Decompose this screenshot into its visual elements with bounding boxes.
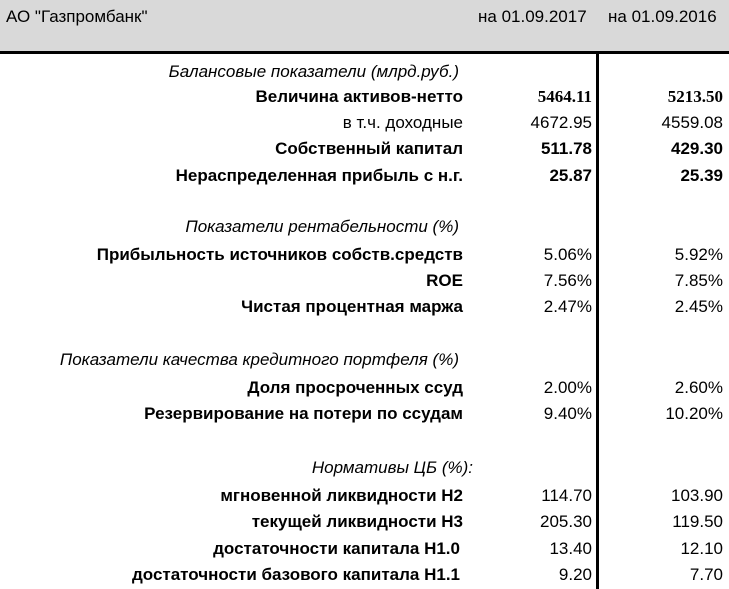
table-row-n1-0 (0, 536, 729, 562)
section-profitability (0, 214, 729, 240)
value-2016: 103.90 (671, 486, 723, 505)
value-2017: 25.87 (549, 166, 592, 185)
section-title: Балансовые показатели (млрд.руб.) (168, 62, 459, 81)
value-2016: 119.50 (672, 512, 723, 531)
value-2016: 10.20% (665, 404, 723, 423)
row-label: достаточности базового капитала Н1.1 (132, 565, 460, 584)
value-2016: 4559.08 (661, 113, 723, 132)
value-2017: 9.40% (543, 404, 592, 423)
value-2017: 7.56% (543, 271, 592, 290)
value-2016: 12.10 (680, 539, 723, 558)
value-2016: 429.30 (671, 139, 723, 158)
value-2017: 205.30 (540, 512, 592, 531)
date-column-2017: на 01.09.2017 (478, 7, 587, 26)
value-2017: 511.78 (540, 139, 592, 158)
table-row-roe (0, 268, 729, 294)
value-2017: 5.06% (543, 245, 592, 264)
value-2016: 2.60% (674, 378, 723, 397)
table-row-return-on-funds (0, 242, 729, 268)
row-label: Резервирование на потери по ссудам (144, 404, 463, 423)
value-2016: 2.45% (674, 297, 723, 316)
value-2016: 5.92% (674, 245, 723, 264)
section-title: Показатели рентабельности (%) (185, 217, 459, 236)
value-2016: 5213.50 (667, 87, 723, 106)
row-label: Нераспределенная прибыль с н.г. (175, 166, 463, 185)
value-2017: 9.20 (558, 565, 592, 584)
row-label: Прибыльность источников собств.средств (96, 245, 463, 264)
table-row-net-interest-margin (0, 294, 729, 320)
table-row-equity (0, 136, 729, 162)
value-2017: 114.70 (541, 486, 592, 505)
row-label: ROE (426, 271, 463, 290)
table-row-assets (0, 84, 729, 110)
value-2017: 5464.11 (537, 87, 592, 106)
value-2016: 25.39 (680, 166, 723, 185)
table-row-earning-assets (0, 110, 729, 136)
value-2017: 2.47% (543, 297, 592, 316)
row-label: Величина активов-нетто (255, 87, 463, 106)
row-label: достаточности капитала Н1.0 (213, 539, 460, 558)
section-title: Показатели качества кредитного портфеля (%) (59, 350, 459, 369)
table-row-retained-earnings (0, 163, 729, 189)
table-row-n2 (0, 483, 729, 509)
section-title: Нормативы ЦБ (%): (311, 458, 473, 477)
section-cb-ratios (0, 455, 729, 481)
table-row-n3 (0, 509, 729, 535)
row-label: текущей ликвидности Н3 (251, 512, 463, 531)
section-balance (0, 59, 729, 85)
row-label: в т.ч. доходные (342, 113, 463, 132)
date-column-2016: на 01.09.2016 (608, 7, 717, 26)
table-row-overdue-loans (0, 375, 729, 401)
table-header (0, 0, 729, 54)
bank-name: АО "Газпромбанк" (6, 7, 148, 26)
row-label: Чистая процентная маржа (241, 297, 463, 316)
value-2017: 13.40 (549, 539, 592, 558)
value-2016: 7.70 (689, 565, 723, 584)
row-label: Доля просроченных ссуд (247, 378, 463, 397)
value-2016: 7.85% (674, 271, 723, 290)
section-loan-quality (0, 347, 729, 373)
table-row-loan-loss-reserves (0, 401, 729, 427)
table-row-n1-1 (0, 562, 729, 588)
row-label: мгновенной ликвидности Н2 (220, 486, 463, 505)
row-label: Собственный капитал (275, 139, 463, 158)
value-2017: 2.00% (543, 378, 592, 397)
value-2017: 4672.95 (530, 113, 592, 132)
